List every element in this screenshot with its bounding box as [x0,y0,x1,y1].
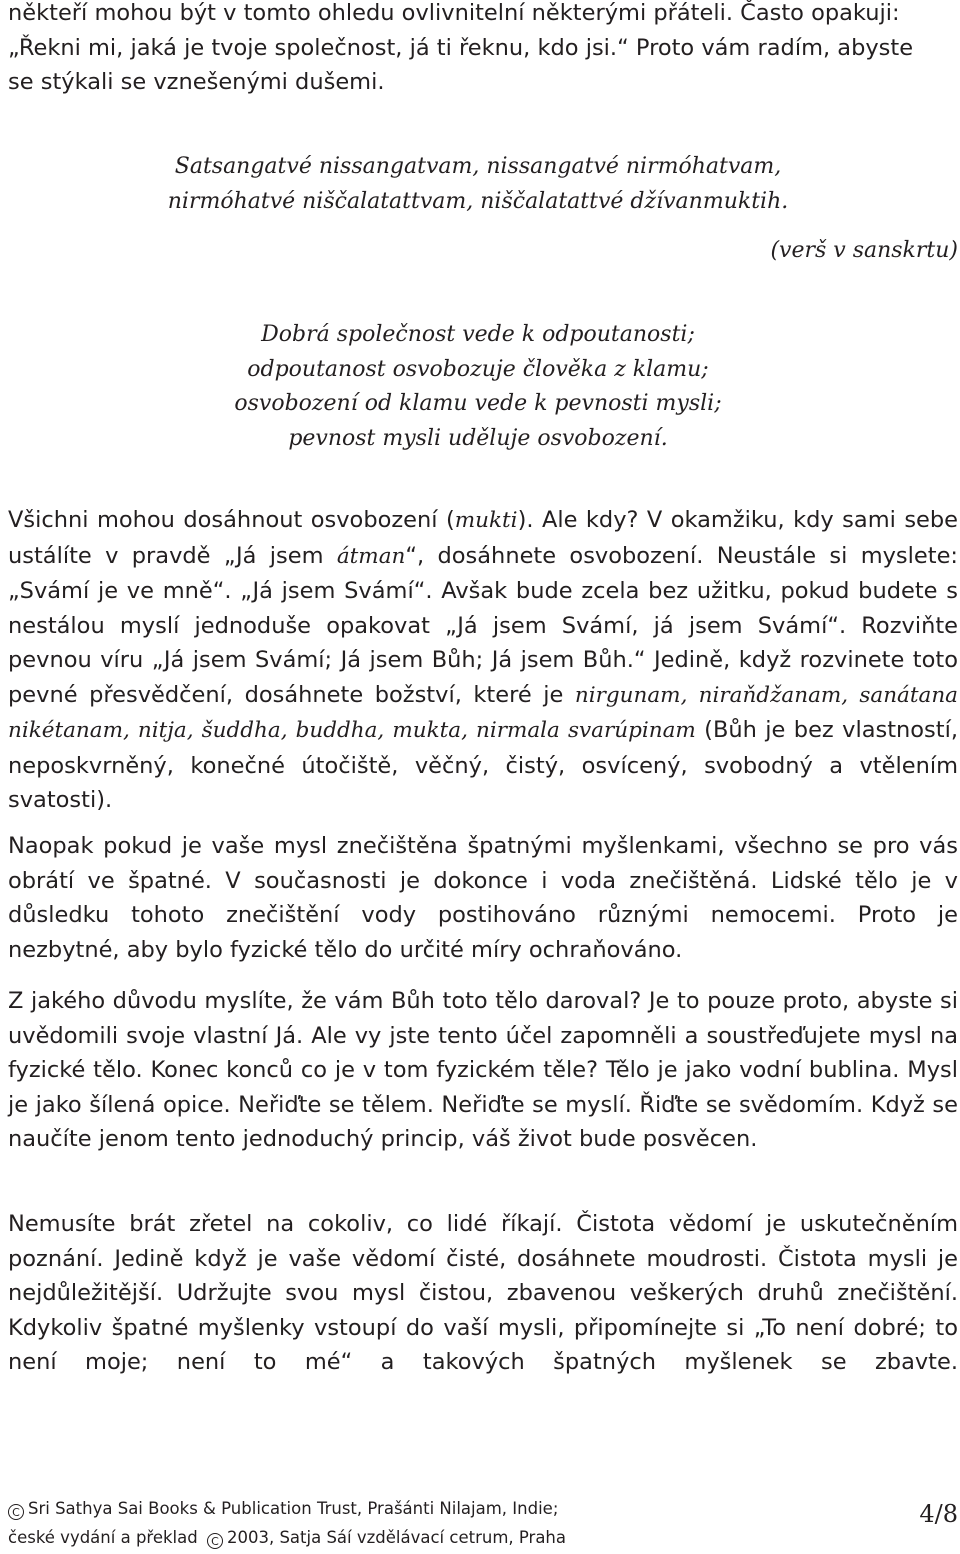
edition-text: české vydání a překlad [8,1528,198,1547]
page-number: 4/8 [919,1500,958,1528]
footer-line-2 [8,1523,958,1552]
mukti-term: mukti [454,508,518,533]
footer-line-1 [8,1494,958,1523]
verse-source-note: (verš v sanskrtu) [770,238,958,263]
intro-line-1: někteří mohou být v tomto ohledu ovlivnitelní některými přáteli. Často opakuji: [8,0,900,26]
translation-line-1: Dobrá společnost vede k odpoutanosti; [261,322,695,347]
sanskrit-verse [8,150,958,219]
translation-line-3: osvobození od klamu vede k pevnosti mysli; [234,391,722,416]
intro-paragraph [8,0,958,100]
translation-line-4: pevnost mysli uděluje osvobození. [288,425,668,451]
translation-line-2: odpoutanost osvobozuje člověka z klamu; [247,356,709,382]
copyright-icon-2: C [207,1533,223,1549]
intro-line-3: se stýkali se vznešenými dušemi. [8,69,385,95]
sanskrit-line-1: Satsangatvé nissangatvam, nissangatvé nirmóhatvam, [174,154,782,179]
paragraph-purity: Nemusíte brát zřetel na cokoliv, co lidé říkají. Čistota vědomí je uskutečněním poznání. Jedině když je vaše vědomí čisté, dosáhnete moudrosti. Čistota mysli je nejdůležitější. Udržujte svou mysl čistou, zbavenou veškerých druhů znečištění. Kdykoliv špatné myšlenky vstoupí do vaší mysli, připomínejte si „To není dobré; to není moje; není to mé“ a takových špatných myšlenek se zbavte. [8,1211,958,1375]
mukti-text-4: (Bůh je bez vlastností, neposkvrněný, konečné útočiště, věčný, čistý, osvícený, svobodný a vtělením svatosti). [8,717,958,813]
mukti-text-1: Všichni mohou dosáhnout osvobození ( [8,507,455,533]
mukti-text-3: “, dosáhnete osvobození. Neustále si myslete: „Svámí je ve mně“. „Já jsem Svámí“. Avšak bude zcela bez užitku, pokud budete s nestálou myslí jednoduše opakovat „Já jsem Svámí, já jsem Svámí“. Rozviňte pevnou víru „Já jsem Svámí; Já jsem Bůh; Já jsem Bůh.“ Jedině, když rozvinete toto pevné přesvědčení, dosáhnete božství, které je [8,542,958,708]
paragraph-impure-mind: Naopak pokud je vaše mysl znečištěna špatnými myšlenkami, všechno se pro vás obrátí ve špatné. V současnosti je dokonce i voda znečištěná. Lidské tělo je v důsledku tohoto znečištění vody postihováno různými nemocemi. Proto je nezbytné, aby bylo fyzické tělo do určité míry ochraňováno. [8,833,958,963]
sanskrit-attributes: nirgunam, niraňdžanam, sanátana nikétanam, nitja, šuddha, buddha, mukta, nirmala svarúpinam [8,682,958,743]
atman-term: átman [336,543,406,569]
paragraph-body-purpose: Z jakého důvodu myslíte, že vám Bůh toto tělo daroval? Je to pouze proto, abyste si uvědomili svoje vlastní Já. Ale vy jste tento účel zapomněli a soustřeďujete mysl na fyzické tělo. Konec konců co je v tom fyzickém těle? Tělo je jako vodní bublina. Mysl je jako šílená opice. Neřiďte se tělem. Neřiďte se myslí. Řiďte se svědomím. Když se naučíte jenom tento jednoduchý princip, váš život bude posvěcen. [8,988,958,1152]
edition-year-text: 2003, Satja Sáí vzdělávací cetrum, Praha [226,1528,567,1547]
publisher-text: Sri Sathya Sai Books & Publication Trust, Prašánti Nilajam, Indie; [28,1499,559,1518]
verse-translation [8,318,958,456]
intro-line-2: „Řekni mi, jaká je tvoje společnost, já ti řeknu, kdo jsi.“ Proto vám radím, abyste [8,34,914,61]
page-footer [8,1494,958,1554]
sanskrit-line-2: nirmóhatvé niščalatattvam, niščalatattvé džívanmuktih. [167,188,789,214]
paragraph-mukti [8,503,958,818]
copyright-icon: C [8,1504,24,1520]
mukti-text-2: ). Ale kdy? V okamžiku, kdy sami sebe ustálíte v pravdě „Já jsem [8,507,959,569]
